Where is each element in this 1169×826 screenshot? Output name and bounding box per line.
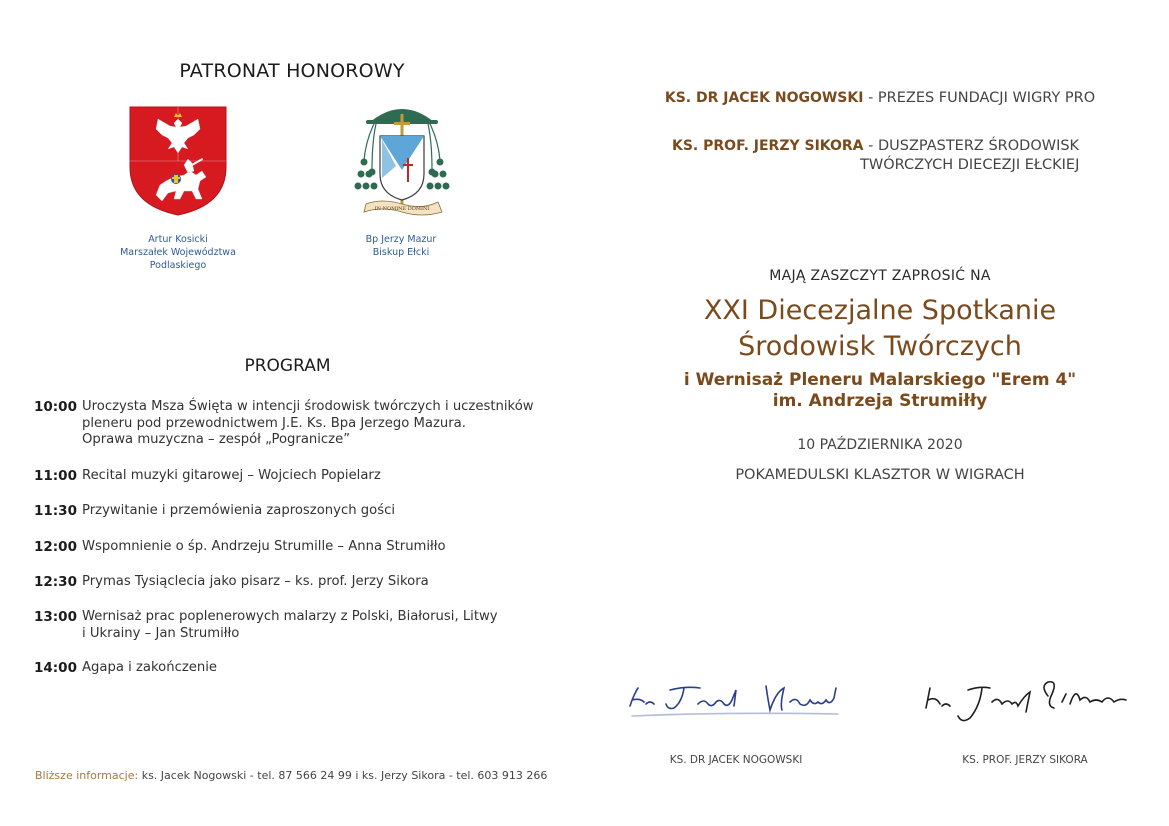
organizer-role: - DUSZPASTERZ ŚRODOWISK xyxy=(868,138,1080,154)
program-time: 10:00 xyxy=(34,399,77,415)
program-item xyxy=(34,468,574,485)
event-title-line: XXI Diecezjalne Spotkanie xyxy=(703,295,1057,326)
program-desc-line: Przywitanie i przemówienia zaproszonych gości xyxy=(82,503,395,518)
caption-marshal xyxy=(108,233,248,272)
organizer-role: - PREZES FUNDACJI WIGRY PRO xyxy=(868,90,1096,106)
organizer-role-line: TWÓRCZYCH DIECEZJI EŁCKIEJ xyxy=(860,157,1080,173)
program-item xyxy=(34,399,574,449)
caption-line: Marszałek Województwa xyxy=(120,247,236,258)
program-desc-line: pleneru pod przewodnictwem J.E. Ks. Bpa Jerzego Mazura. xyxy=(82,415,466,431)
caption-line: Podlaskiego xyxy=(149,260,207,271)
program-time: 12:00 xyxy=(34,539,77,555)
event-title-line: Środowisk Twórczych xyxy=(738,331,1022,362)
program-time: 14:00 xyxy=(34,660,77,676)
program-desc-line: Prymas Tysiąclecia jako pisarz – ks. prof. Jerzy Sikora xyxy=(82,574,429,589)
signature-nogowski xyxy=(624,676,850,722)
program-time: 11:00 xyxy=(34,468,77,484)
footer-info xyxy=(35,769,547,782)
signature-sikora xyxy=(920,672,1135,728)
event-place: POKAMEDULSKI KLASZTOR W WIGRACH xyxy=(735,467,1025,483)
caption-line: Artur Kosicki xyxy=(148,234,208,245)
bishop-motto: IN NOMINE DOMINI xyxy=(374,206,430,212)
event-title xyxy=(610,293,1150,365)
program-desc xyxy=(82,503,574,520)
program-desc-line: Wernisaż prac poplenerowych malarzy z Polski, Białorusi, Litwy xyxy=(82,609,498,624)
caption-bishop xyxy=(331,233,471,259)
organizer-1 xyxy=(600,89,1160,108)
program-time: 11:30 xyxy=(34,503,77,519)
organizer-name: KS. DR JACEK NOGOWSKI xyxy=(664,90,864,106)
program-item xyxy=(34,660,574,677)
caption-line: Biskup Ełcki xyxy=(372,247,430,258)
program-item xyxy=(34,503,574,520)
program-desc xyxy=(82,539,574,556)
event-date: 10 PAŹDZIERNIKA 2020 xyxy=(797,437,963,453)
patronat-title: PATRONAT HONOROWY xyxy=(179,60,405,82)
program-desc xyxy=(82,609,574,642)
event-subtitle xyxy=(610,370,1150,412)
program-desc xyxy=(82,660,574,677)
program-desc-line: Oprawa muzyczna – zespół „Pogranicze” xyxy=(82,432,351,447)
program-desc xyxy=(82,468,574,485)
program-desc-line: Recital muzyki gitarowej – Wojciech Popielarz xyxy=(82,468,381,483)
organizer-name: KS. PROF. JERZY SIKORA xyxy=(672,138,864,154)
bishop-coat-of-arms xyxy=(352,100,452,222)
footer-label: Bliższe informacje: xyxy=(35,769,139,782)
program-desc-line: Uroczysta Msza Święta w intencji środowisk twórczych i uczestników xyxy=(82,399,534,414)
event-subtitle-line: im. Andrzeja Strumiłły xyxy=(772,391,988,411)
organizer-2 xyxy=(600,137,1160,175)
program-time: 13:00 xyxy=(34,609,77,625)
program-desc-line: Agapa i zakończenie xyxy=(82,660,217,675)
program-desc xyxy=(82,574,574,591)
program-desc-line: i Ukrainy – Jan Strumiłło xyxy=(82,625,240,641)
event-subtitle-line: i Wernisaż Pleneru Malarskiego "Erem 4" xyxy=(683,370,1077,390)
program-desc-line: Wspomnienie o śp. Andrzeju Strumille – Anna Strumiłło xyxy=(82,539,446,554)
signature-caption: KS. PROF. JERZY SIKORA xyxy=(962,754,1088,766)
invitation-honor: MAJĄ ZASZCZYT ZAPROSIĆ NA xyxy=(769,268,991,284)
program-desc xyxy=(82,399,574,449)
podlaskie-coat-of-arms xyxy=(128,105,228,217)
signature-caption: KS. DR JACEK NOGOWSKI xyxy=(669,754,803,766)
program-item xyxy=(34,574,574,591)
footer-text: ks. Jacek Nogowski - tel. 87 566 24 99 i ks. Jerzy Sikora - tel. 603 913 266 xyxy=(141,769,548,782)
program-item xyxy=(34,539,574,556)
program-time: 12:30 xyxy=(34,574,77,590)
caption-line: Bp Jerzy Mazur xyxy=(365,234,437,245)
program-title: PROGRAM xyxy=(244,356,331,376)
program-item xyxy=(34,609,574,642)
